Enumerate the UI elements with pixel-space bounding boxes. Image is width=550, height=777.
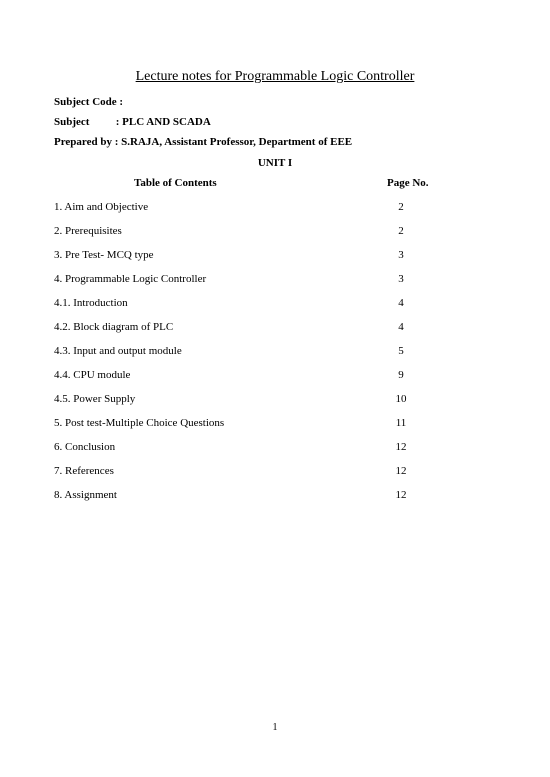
toc-page: 4 [398,321,404,333]
subject-value: : PLC AND SCADA [115,116,211,128]
toc-page: 4 [398,297,404,309]
toc-page: 3 [398,273,404,285]
toc-page: 12 [395,441,407,453]
document-title: Lecture notes for Programmable Logic Controller [135,69,415,84]
toc-entry: 2. Prerequisites [54,225,122,237]
toc-item [54,321,504,345]
toc-entry: 1. Aim and Objective [54,201,149,213]
toc-item [54,249,504,273]
toc-page: 2 [398,201,404,213]
toc-page: 12 [395,465,407,477]
toc-item [54,297,504,321]
toc-header-title: Table of Contents [134,177,217,189]
toc-header-page: Page No. [387,177,429,189]
toc-item [54,225,504,249]
toc-header [54,177,504,193]
subject-code-line [54,96,126,108]
toc-item [54,465,504,489]
toc-entry: 4.3. Input and output module [54,345,182,357]
toc-entry: 4.5. Power Supply [54,393,136,405]
toc-page: 11 [395,417,407,429]
page-number: 1 [272,722,278,733]
subject-code-label: Subject Code : [54,96,124,108]
toc-page: 5 [398,345,404,357]
prepared-by-line [54,136,352,148]
unit-heading: UNIT I [257,157,293,169]
toc-entry: 4.2. Block diagram of PLC [54,321,174,333]
toc-entry: 4.4. CPU module [54,369,131,381]
toc-item [54,417,504,441]
toc-page: 9 [398,369,404,381]
subject-label: Subject [54,116,90,128]
prepared-by-label: Prepared by [54,136,112,148]
prepared-by-value: : S.RAJA, Assistant Professor, Department of EEE [114,136,353,148]
toc-item [54,273,504,297]
toc-page: 10 [395,393,407,405]
toc-entry: 4. Programmable Logic Controller [54,273,207,285]
toc-entry: 6. Conclusion [54,441,116,453]
toc-page: 3 [398,249,404,261]
toc-entry: 3. Pre Test- MCQ type [54,249,154,261]
table-of-contents [54,201,504,513]
toc-page: 12 [395,489,407,501]
toc-entry: 5. Post test-Multiple Choice Questions [54,417,225,429]
toc-entry: 8. Assignment [54,489,117,501]
toc-entry: 7. References [54,465,114,477]
subject-line [54,116,211,128]
toc-page: 2 [398,225,404,237]
toc-entry: 4.1. Introduction [54,297,128,309]
toc-item [54,489,504,513]
toc-item [54,201,504,225]
toc-item [54,393,504,417]
toc-item [54,369,504,393]
toc-item [54,441,504,465]
toc-item [54,345,504,369]
